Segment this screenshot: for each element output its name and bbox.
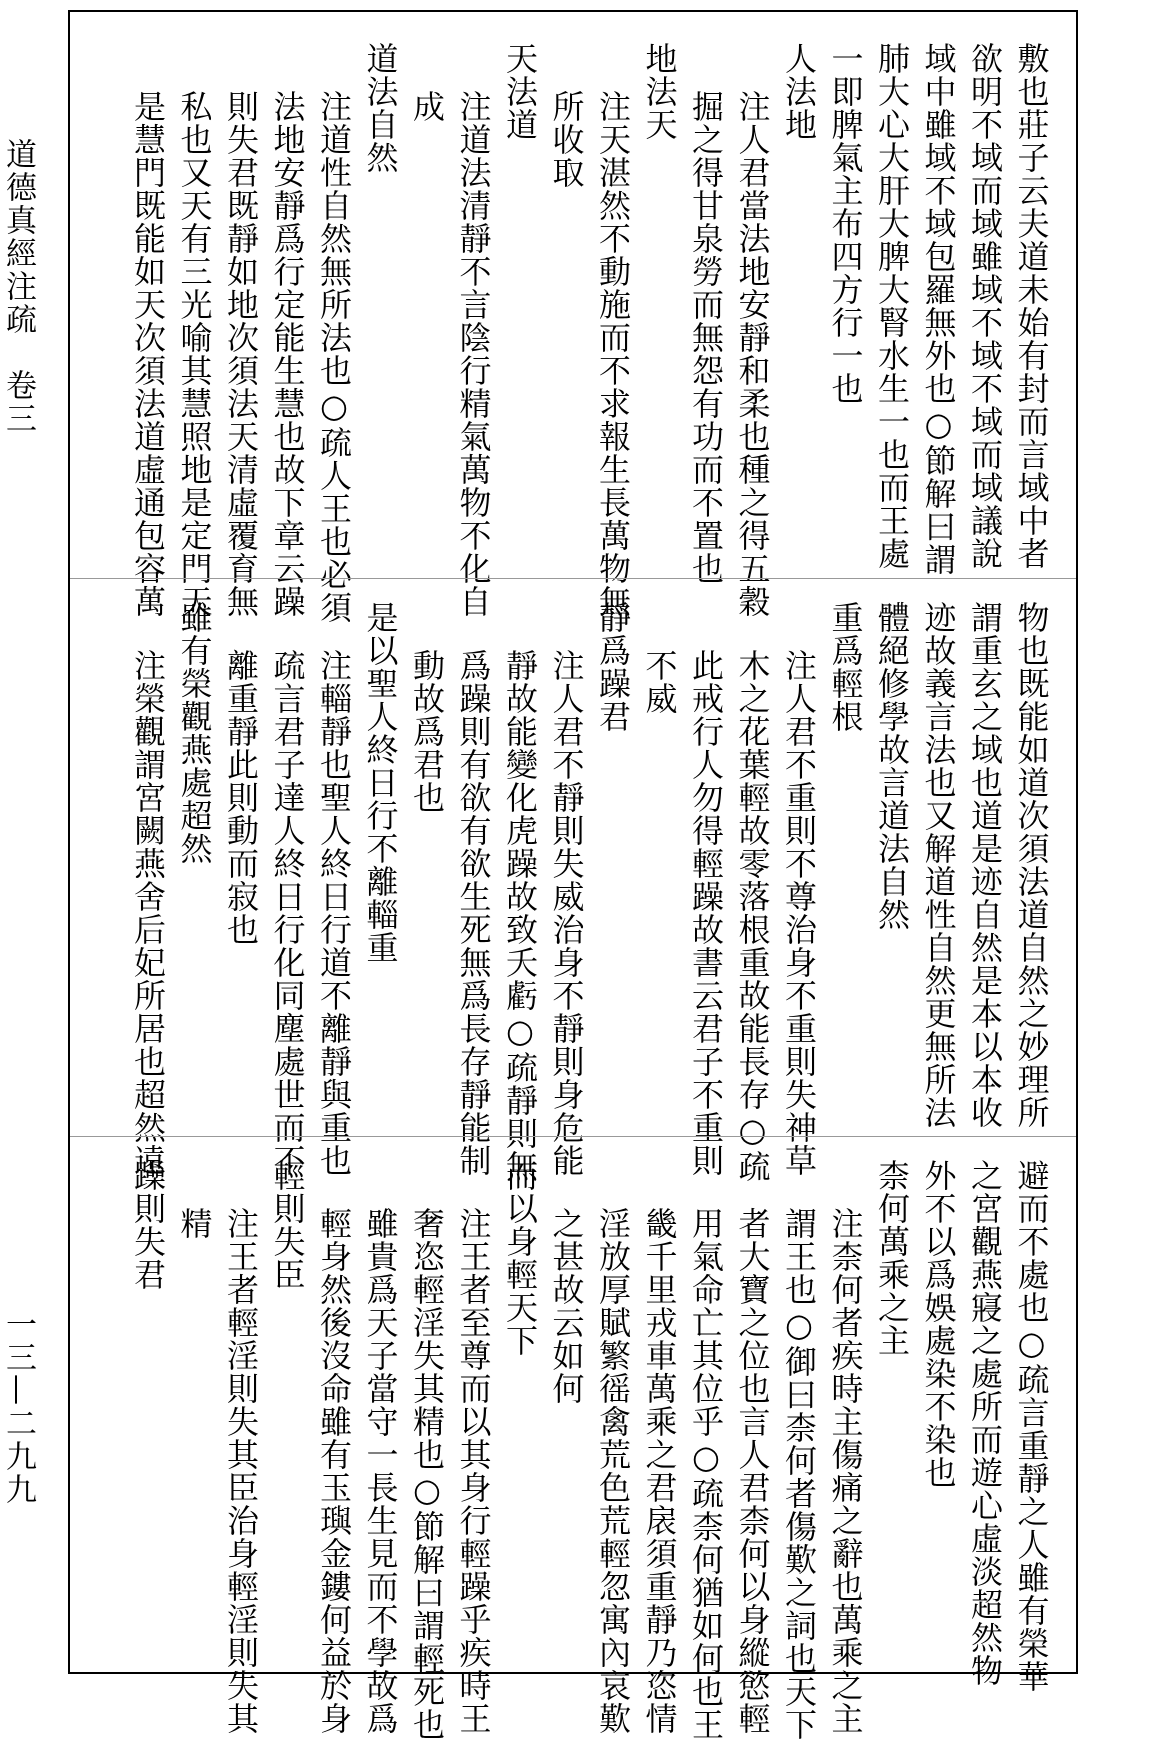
text-column: 成: [408, 90, 446, 123]
page-number-margin: 一三—二九九: [0, 1308, 36, 1506]
text-column: 敷也莊子云夫道未始有封而言域中者: [1012, 42, 1051, 570]
text-column: 注王者至尊而以其身行輕躁乎疾時王: [454, 1207, 493, 1735]
text-column: 離重靜此則動而寂也: [222, 649, 260, 946]
text-column: 精: [175, 1207, 214, 1240]
book-title-margin: 道德真經注疏 卷三: [0, 138, 36, 435]
text-column: 法地安靜爲行定能生慧也故下章云躁: [268, 90, 307, 618]
text-column: 注輜靜也聖人終日行道不離靜與重也: [315, 649, 353, 1177]
register-bottom: [70, 1136, 1076, 1741]
text-column: 人法地: [780, 42, 818, 141]
text-column: 物也既能如道次須法道自然之妙理所: [1012, 601, 1051, 1129]
text-column: 注人君不重則不尊治身不重則失神草: [780, 649, 818, 1177]
text-column: 域中雖域不域包羅無外也○節解曰謂: [919, 42, 958, 576]
register-middle: [70, 578, 1076, 1183]
text-column: 地法天: [640, 42, 679, 141]
text-column: 注王者輕淫則失其臣治身輕淫則失其: [222, 1207, 260, 1735]
text-column: 重爲輕根: [826, 601, 865, 733]
text-column: 注道性自然無所法也○疏人王也必須: [315, 90, 353, 624]
text-column: 外不以爲娛處染不染也: [919, 1159, 958, 1489]
text-column: 雖有榮觀燕處超然: [175, 601, 214, 865]
text-column: 者大寶之位也言人君柰何以身縱慾輕: [733, 1207, 772, 1735]
text-column: 爲躁則有欲有欲生死無爲長存靜能制: [454, 649, 493, 1177]
text-column: 輕則失臣: [268, 1159, 307, 1291]
text-column: 則失君既靜如地次須法天清虛覆育無: [222, 90, 260, 618]
text-column: 掘之得甘泉勞而無怨有功而不置也: [687, 90, 725, 585]
text-column: 雖貴爲天子當守一長生見而不學故爲: [361, 1207, 400, 1735]
page-frame: [68, 10, 1078, 1741]
text-column: 用氣命亡其位乎○疏柰何猶如何也王: [687, 1207, 725, 1741]
text-column: 而以身輕天下: [501, 1159, 539, 1357]
text-column: 注道法清靜不言陰行精氣萬物不化自: [454, 90, 493, 618]
text-column: 是慧門既能如天次須法道虛通包容萬: [129, 90, 167, 618]
text-column: 畿千里戎車萬乘之君扆須重靜乃恣情: [640, 1207, 679, 1735]
text-column: 是以聖人終日行不離輜重: [361, 601, 400, 964]
text-column: 柰何萬乘之主: [873, 1159, 911, 1357]
register-top: [70, 20, 1076, 624]
text-column: 注榮觀謂宮闕燕舍后妃所居也超然遠: [129, 649, 167, 1177]
text-column: 疏言君子達人終日行化同塵處世而不: [268, 649, 307, 1177]
text-column: 道法自然: [361, 42, 400, 174]
text-column: 動故爲君也: [408, 649, 446, 814]
text-column: 避而不處也○疏言重靜之人雖有榮華: [1012, 1159, 1051, 1693]
text-column: 奢恣輕淫失其精也○節解曰謂輕死也: [408, 1207, 446, 1741]
text-column: 一即脾氣主布四方行一也: [826, 42, 865, 405]
text-column: 謂重玄之域也道是迹自然是本以本收: [966, 601, 1004, 1129]
text-column: 之宮觀燕寢之處所而遊心虛淡超然物: [966, 1159, 1004, 1687]
text-column: 所收取: [547, 90, 586, 189]
text-column: 注人君不靜則失威治身不靜則身危能: [547, 649, 586, 1177]
text-column: 躁則失君: [129, 1159, 167, 1291]
text-column: 肺大心大肝大脾大腎水生一也而王處: [873, 42, 911, 570]
text-column: 私也又天有三光喻其慧照地是定門天: [175, 90, 214, 618]
text-column: 淫放厚賦繁徭禽荒色荒輕忽寓內哀歎: [594, 1207, 632, 1735]
text-column: 謂王也○御曰柰何者傷歎之詞也天下: [780, 1207, 818, 1741]
text-column: 靜爲躁君: [594, 601, 632, 733]
text-column: 不威: [640, 649, 679, 715]
text-column: 之甚故云如何: [547, 1207, 586, 1405]
text-column: 欲明不域而域雖域不域不域而域議說: [966, 42, 1004, 570]
text-column: 輕身然後沒命雖有玉璵金鏤何益於身: [315, 1207, 353, 1735]
text-column: 靜故能變化虎躁故致夭虧○疏靜則無: [501, 649, 539, 1183]
text-column: 此戒行人勿得輕躁故書云君子不重則: [687, 649, 725, 1177]
text-column: 迹故義言法也又解道性自然更無所法: [919, 601, 958, 1129]
text-column: 注柰何者疾時主傷痛之辭也萬乘之主: [826, 1207, 865, 1735]
text-column: 木之花葉輕故零落根重故能長存○疏: [733, 649, 772, 1183]
text-column: 天法道: [501, 42, 539, 141]
text-column: 注人君當法地安靜和柔也種之得五穀: [733, 90, 772, 618]
text-column: 注天湛然不動施而不求報生長萬物無: [594, 90, 632, 618]
text-column: 體絕修學故言道法自然: [873, 601, 911, 931]
